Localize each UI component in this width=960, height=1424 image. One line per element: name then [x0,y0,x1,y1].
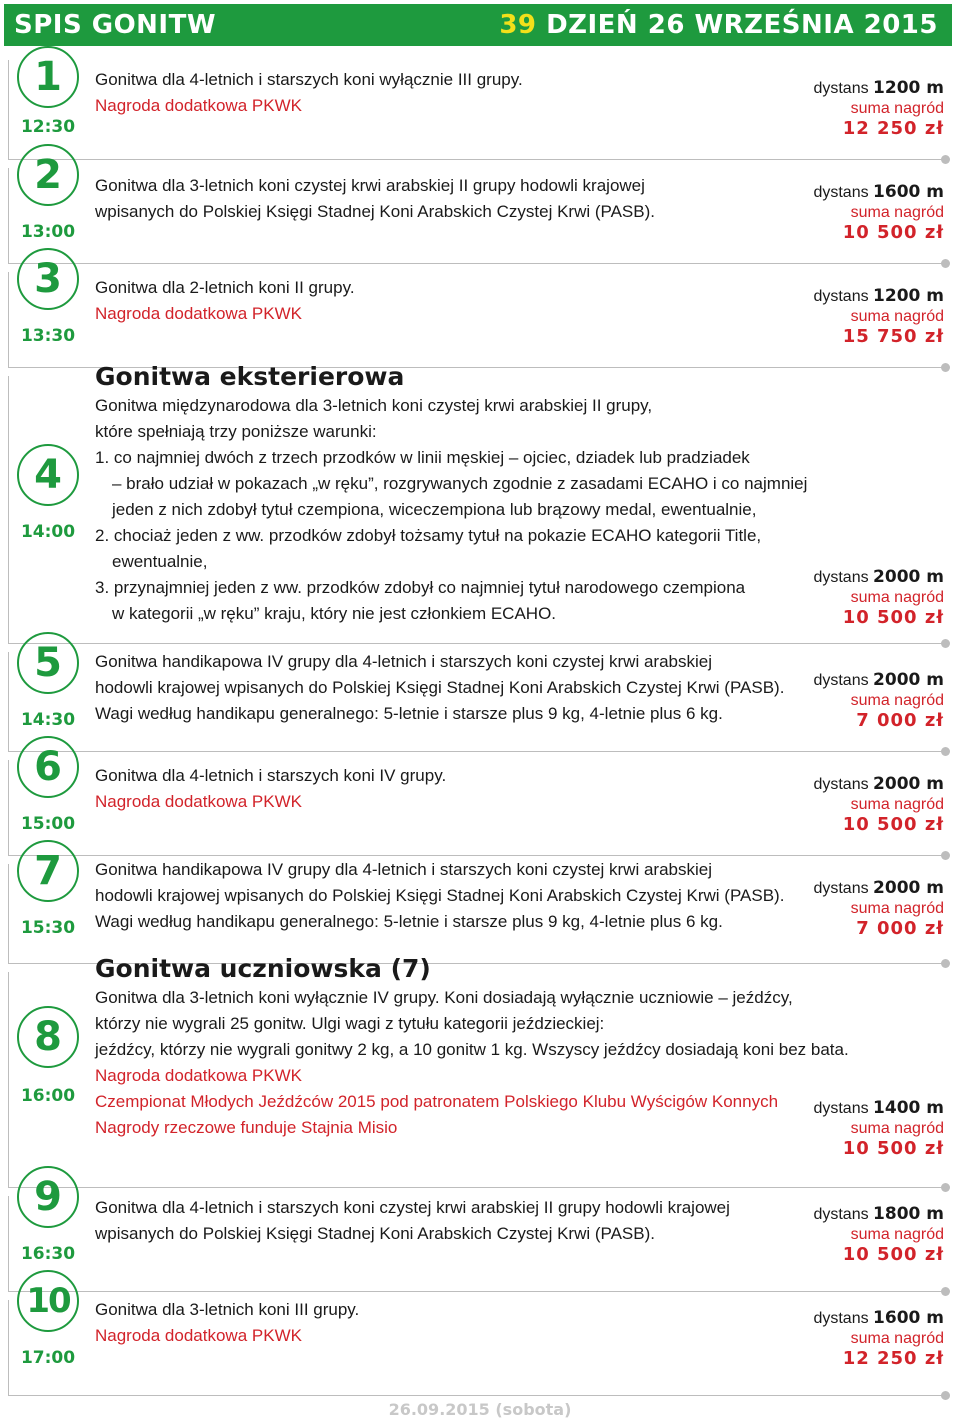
divider-vertical [8,60,9,160]
race-distance [744,1204,944,1225]
distance-label: dystans [813,880,869,897]
divider-vertical [8,864,9,964]
race-time: 17:00 [20,1348,76,1368]
race-meta [744,774,944,835]
prize-amount: 10 500 zł [842,222,944,243]
race-bonus-note: Nagroda dodatkowa PKWK [95,1326,302,1345]
race-meta [744,670,944,731]
race-description [95,1297,815,1349]
race-block [0,362,960,644]
divider-vertical [8,652,9,752]
race-number: 1 [17,46,79,108]
race-time: 12:30 [20,117,76,137]
divider-vertical [8,272,9,368]
divider-vertical [8,376,9,644]
distance-value: 2000 m [873,670,944,690]
race-time: 13:00 [20,222,76,242]
race-condition-line: Gonitwa dla 3-letnich koni wyłącznie IV grupy. Koni dosiadają wyłącznie uczniowie – jeźdźcy, [95,988,793,1007]
header-bar [4,4,952,46]
race-description [95,1195,815,1247]
race-distance [744,182,944,203]
race-condition-line: ewentualnie, [112,552,208,571]
distance-value: 2000 m [873,774,944,794]
race-description [95,275,815,327]
distance-label: dystans [813,672,869,689]
race-distance [744,1308,944,1329]
race-condition-line: Gonitwa dla 2-letnich koni II grupy. [95,278,355,297]
race-distance [744,78,944,99]
race-time: 15:30 [20,918,76,938]
prize-label: suma nagród [850,900,944,917]
race-distance [744,670,944,691]
race-condition-line: 3. przynajmniej jeden z ww. przodków zdobył co najmniej tytuł narodowego czempiona [95,578,746,597]
prize-amount: 12 250 zł [842,1348,944,1369]
race-block [0,744,960,856]
race-meta [744,1098,944,1159]
race-description [95,649,815,727]
race-distance [744,286,944,307]
race-time: 15:00 [20,814,76,834]
race-meta [744,1204,944,1265]
day-date-text: DZIEŃ 26 WRZEŚNIA 2015 [546,10,938,40]
race-number: 2 [17,144,79,206]
prize-label: suma nagród [850,796,944,813]
race-condition-line: które spełniają trzy poniższe warunki: [95,422,377,441]
prize-amount: 7 000 zł [856,710,944,731]
race-number: 4 [17,444,79,506]
race-condition-line: 1. co najmniej dwóch z trzech przodków w linii męskiej – ojciec, dziadek lub pradziadek [95,448,750,467]
race-bonus-note: Nagroda dodatkowa PKWK [95,304,302,323]
divider-vertical [8,972,9,1188]
race-meta [744,182,944,243]
prize-label: suma nagród [850,308,944,325]
race-distance [744,774,944,795]
prize-label: suma nagród [850,1330,944,1347]
divider-vertical [8,168,9,264]
race-number: 10 [17,1270,79,1332]
race-condition-line: Gonitwa dla 4-letnich i starszych koni czystej krwi arabskiej II grupy hodowli krajowej [95,1198,730,1217]
race-condition-line: Gonitwa międzynarodowa dla 3-letnich koni czystej krwi arabskiej II grupy, [95,396,653,415]
race-title: Gonitwa eksterierowa [95,362,405,391]
race-condition-line: Wagi według handikapu generalnego: 5-letnie i starsze plus 9 kg, 4-letnie plus 6 kg. [95,912,723,931]
race-distance [744,1098,944,1119]
race-condition-line: w kategorii „w ręku” kraju, który nie jest członkiem ECAHO. [112,604,557,623]
distance-label: dystans [813,288,869,305]
race-condition-line: Gonitwa handikapowa IV grupy dla 4-letnich i starszych koni czystej krwi arabskiej [95,860,712,879]
page-title: SPIS GONITW [14,10,217,40]
race-number: 5 [17,632,79,694]
race-condition-line: hodowli krajowej wpisanych do Polskiej Księgi Stadnej Koni Arabskich Czystej Krwi (PASB). [95,886,785,905]
race-meta [744,286,944,347]
prize-amount: 10 500 zł [842,814,944,835]
divider-vertical [8,760,9,856]
prize-label: suma nagród [850,1226,944,1243]
prize-label: suma nagród [850,100,944,117]
race-description [95,173,815,225]
race-meta [744,878,944,939]
race-condition-line: – brało udział w pokazach „w ręku”, rozgrywanych zgodnie z zasadami ECAHO i co najmniej [112,474,808,493]
race-block [0,52,960,160]
race-bonus-note: Nagroda dodatkowa PKWK [95,96,302,115]
race-time: 16:00 [20,1086,76,1106]
race-meta [744,567,944,628]
prize-amount: 10 500 zł [842,1138,944,1159]
race-number: 6 [17,736,79,798]
day-date [499,10,938,40]
divider-dot [941,1391,950,1400]
distance-label: dystans [813,776,869,793]
race-condition-line: Gonitwa dla 3-letnich koni III grupy. [95,1300,360,1319]
divider-vertical [8,1300,9,1396]
race-bonus-note: Nagroda dodatkowa PKWK [95,792,302,811]
race-bonus-note: Nagrody rzeczowe funduje Stajnia Misio [95,1118,398,1137]
race-distance [744,878,944,899]
prize-label: suma nagród [850,692,944,709]
race-bonus-note: Czempionat Młodych Jeźdźców 2015 pod patronatem Polskiego Klubu Wyścigów Konnych [95,1092,779,1111]
race-bonus-note: Nagroda dodatkowa PKWK [95,1066,302,1085]
race-block [0,954,960,1188]
race-time: 13:30 [20,326,76,346]
race-block [0,1281,960,1396]
distance-label: dystans [813,1206,869,1223]
distance-value: 2000 m [873,567,944,587]
distance-value: 1200 m [873,78,944,98]
prize-amount: 12 250 zł [842,118,944,139]
distance-label: dystans [813,569,869,586]
race-time: 14:30 [20,710,76,730]
distance-label: dystans [813,1310,869,1327]
race-condition-line: wpisanych do Polskiej Księgi Stadnej Koni Arabskich Czystej Krwi (PASB). [95,202,655,221]
race-description [95,361,815,627]
distance-value: 1800 m [873,1204,944,1224]
footer-date: 26.09.2015 (sobota) [388,1400,572,1419]
day-number: 39 [499,10,537,40]
race-number: 3 [17,248,79,310]
race-description [95,763,815,815]
race-block [0,256,960,368]
race-condition-line: hodowli krajowej wpisanych do Polskiej Księgi Stadnej Koni Arabskich Czystej Krwi (PASB). [95,678,785,697]
race-time: 16:30 [20,1244,76,1264]
race-block [0,1174,960,1292]
race-condition-line: jeźdźcy, którzy nie wygrali gonitwy 2 kg, a 10 gonitw 1 kg. Wszyscy jeźdźcy dosiadają koni bez bata. [95,1040,849,1059]
race-description [95,67,815,119]
distance-value: 1600 m [873,1308,944,1328]
prize-amount: 7 000 zł [856,918,944,939]
race-condition-line: Gonitwa dla 3-letnich koni czystej krwi arabskiej II grupy hodowli krajowej [95,176,645,195]
race-meta [744,1308,944,1369]
distance-value: 1400 m [873,1098,944,1118]
race-number: 8 [17,1006,79,1068]
race-block [0,640,960,752]
divider-vertical [8,1196,9,1292]
race-time: 14:00 [20,522,76,542]
distance-value: 1600 m [873,182,944,202]
race-block [0,848,960,964]
race-condition-line: którzy nie wygrali 25 gonitw. Ulgi wagi z tytułu kategorii jeździeckiej: [95,1014,605,1033]
prize-label: suma nagród [850,204,944,221]
prize-amount: 10 500 zł [842,607,944,628]
race-number: 9 [17,1166,79,1228]
race-condition-line: Gonitwa dla 4-letnich i starszych koni wyłącznie III grupy. [95,70,523,89]
race-condition-line: jeden z nich zdobył tytuł czempiona, wiceczempiona lub brązowy medal, ewentualnie, [112,500,757,519]
distance-value: 1200 m [873,286,944,306]
race-condition-line: Gonitwa dla 4-letnich i starszych koni IV grupy. [95,766,447,785]
distance-label: dystans [813,80,869,97]
distance-value: 2000 m [873,878,944,898]
race-condition-line: Gonitwa handikapowa IV grupy dla 4-letnich i starszych koni czystej krwi arabskiej [95,652,712,671]
race-title: Gonitwa uczniowska (7) [95,954,431,983]
prize-label: suma nagród [850,589,944,606]
race-block [0,152,960,264]
race-number: 7 [17,840,79,902]
race-condition-line: 2. chociaż jeden z ww. przodków zdobył tożsamy tytuł na pokazie ECAHO kategorii Title, [95,526,762,545]
race-condition-line: wpisanych do Polskiej Księgi Stadnej Koni Arabskich Czystej Krwi (PASB). [95,1224,655,1243]
race-distance [744,567,944,588]
distance-label: dystans [813,1100,869,1117]
race-condition-line: Wagi według handikapu generalnego: 5-letnie i starsze plus 9 kg, 4-letnie plus 6 kg. [95,704,723,723]
prize-amount: 10 500 zł [842,1244,944,1265]
distance-label: dystans [813,184,869,201]
prize-amount: 15 750 zł [842,326,944,347]
prize-label: suma nagród [850,1120,944,1137]
race-meta [744,78,944,139]
divider [8,1395,946,1396]
race-description [95,857,815,935]
